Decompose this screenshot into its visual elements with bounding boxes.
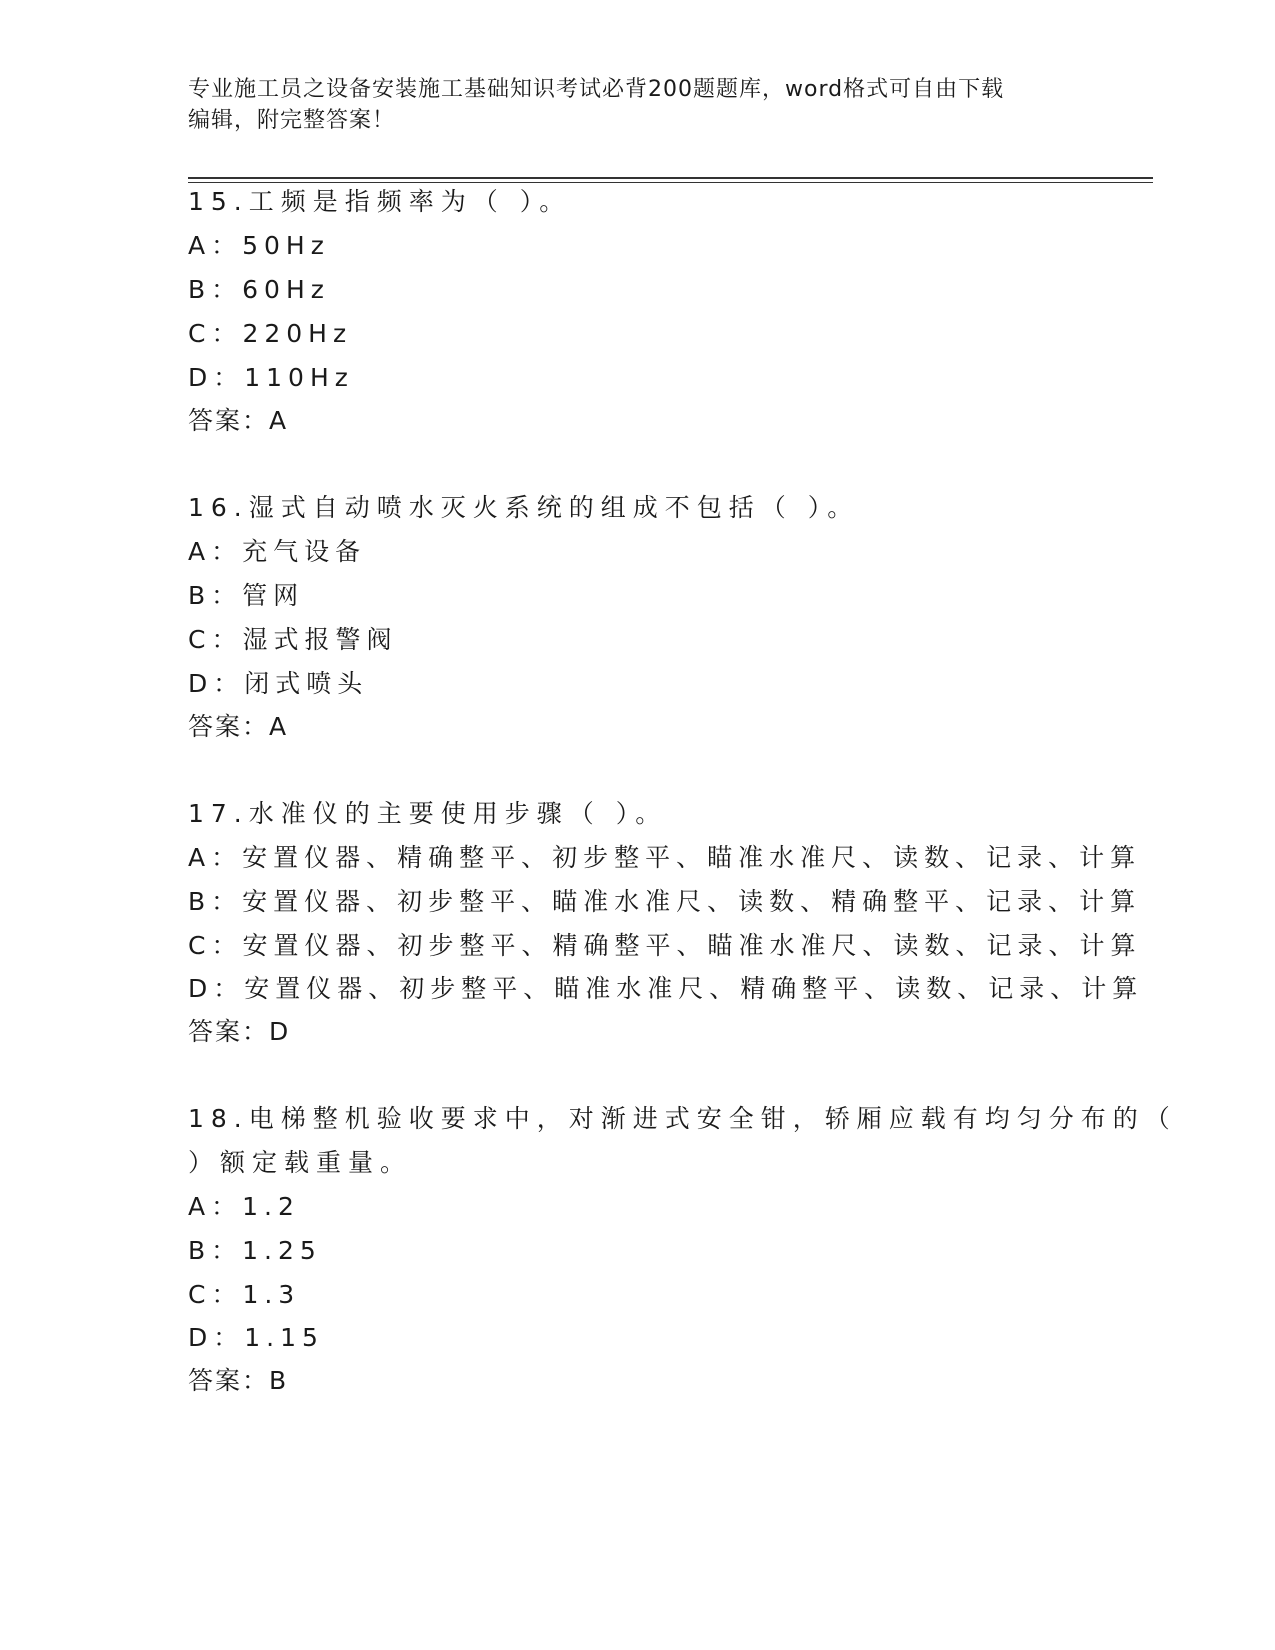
question-16-option-c: C：湿式报警阀 [188,625,398,654]
question-17-option-d: D：安置仪器、初步整平、瞄准水准尺、精确整平、读数、记录、计算 [188,974,1144,1003]
question-17-option-c: C：安置仪器、初步整平、精确整平、瞄准水准尺、读数、记录、计算 [188,931,1142,960]
header-divider [188,177,1153,179]
question-15-stem: 15.工频是指频率为（ ）。 [188,187,572,216]
header-line-2: 编辑，附完整答案！ [188,108,396,133]
question-18-stem-continued: ）额定载重量。 [188,1148,413,1177]
header-line-1: 专业施工员之设备安装施工基础知识考试必背200题题库，word格式可自由下载 [188,77,1005,102]
question-15-answer: 答案：A [188,406,289,435]
question-18-answer: 答案：B [188,1366,289,1395]
question-17-stem: 17.水准仪的主要使用步骤（ ）。 [188,799,668,828]
question-16-option-b: B：管网 [188,581,305,610]
question-15-option-a: A：50Hz [188,231,330,260]
question-16-option-d: D：闭式喷头 [188,669,369,698]
question-18-option-a: A：1.2 [188,1192,300,1221]
question-17-option-a: A：安置仪器、精确整平、初步整平、瞄准水准尺、读数、记录、计算 [188,843,1142,872]
question-15-option-d: D：110Hz [188,363,354,392]
question-16-answer: 答案：A [188,712,289,741]
question-15-option-c: C：220Hz [188,319,353,348]
question-18-option-c: C：1.3 [188,1280,301,1309]
question-18-stem: 18.电梯整机验收要求中，对渐进式安全钳，轿厢应载有均匀分布的（ [188,1104,1177,1133]
question-15-option-b: B：60Hz [188,275,330,304]
question-16-stem: 16.湿式自动喷水灭火系统的组成不包括（ ）。 [188,493,860,522]
question-16-option-a: A：充气设备 [188,537,367,566]
question-18-option-d: D：1.15 [188,1323,324,1352]
question-17-option-b: B：安置仪器、初步整平、瞄准水准尺、读数、精确整平、记录、计算 [188,887,1142,916]
document-header [188,74,1068,136]
question-18-option-b: B：1.25 [188,1236,322,1265]
header-divider-thin [188,182,1153,183]
question-17-answer: 答案：D [188,1017,291,1046]
